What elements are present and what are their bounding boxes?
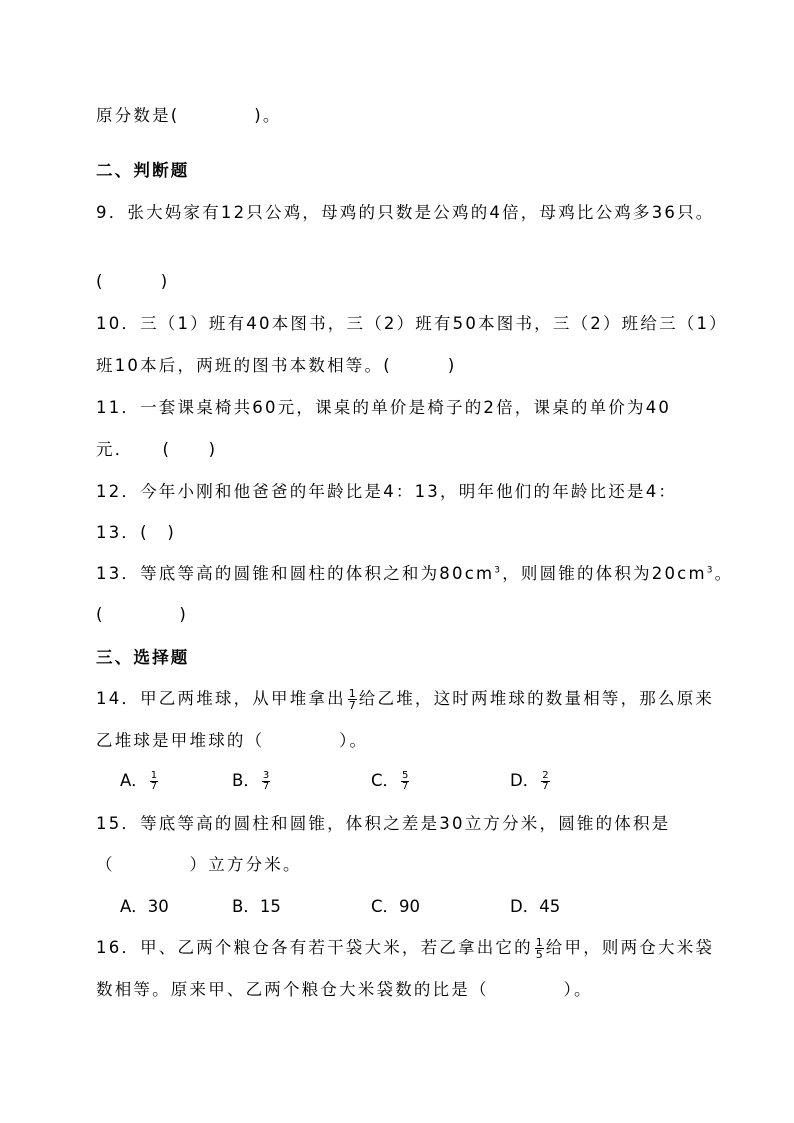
q15-option-d: D．45 bbox=[510, 897, 561, 916]
question-16-line-1 bbox=[96, 937, 736, 960]
q8-continuation: 原分数是( )。 bbox=[96, 106, 282, 125]
option-label: D． bbox=[510, 771, 540, 790]
question-10-line-1: 10．三（1）班有40本图书，三（2）班有50本图书，三（2）班给三（1） bbox=[96, 314, 728, 333]
fraction-denominator: 5 bbox=[535, 948, 543, 961]
question-12-line-2: 13．( ) bbox=[96, 523, 177, 542]
option-fraction bbox=[401, 771, 409, 792]
q13-text-c: 。 bbox=[714, 564, 734, 583]
question-16-line-2: 数相等。原来甲、乙两个粮仓大米袋数的比是（ ）。 bbox=[96, 980, 593, 999]
q13-exponent-1: 3 bbox=[494, 565, 503, 576]
fraction-denominator: 7 bbox=[402, 781, 409, 792]
question-12-line-1: 12．今年小刚和他爸爸的年龄比是4：13，明年他们的年龄比还是4： bbox=[96, 482, 678, 501]
q16-text-b: 给甲，则两仓大米袋 bbox=[545, 938, 715, 957]
section-heading-judgment: 二、判断题 bbox=[96, 161, 190, 180]
question-10-line-2: 班10本后，两班的图书本数相等。( ) bbox=[96, 356, 457, 375]
fraction-denominator: 7 bbox=[262, 781, 270, 792]
option-fraction bbox=[150, 771, 158, 792]
fraction-numerator: 1 bbox=[150, 770, 158, 781]
q13-text-b: ，则圆锥的体积为20cm bbox=[502, 564, 707, 583]
q14-fraction bbox=[348, 688, 357, 711]
fraction-numerator: 2 bbox=[542, 770, 549, 781]
question-15-line-1: 15．等底等高的圆柱和圆锥，体积之差是30立方分米，圆锥的体积是 bbox=[96, 814, 671, 833]
question-11-line-2: 元． ( ) bbox=[96, 440, 218, 459]
fraction-numerator: 1 bbox=[348, 687, 356, 700]
fraction-denominator: 7 bbox=[542, 781, 549, 792]
option-label: A． bbox=[120, 771, 148, 790]
question-14-line-1 bbox=[96, 688, 736, 711]
option-fraction bbox=[262, 771, 270, 792]
q14-text-b: 给乙堆，这时两堆球的数量相等，那么原来 bbox=[358, 689, 715, 708]
q13-text-a: 13．等底等高的圆锥和圆柱的体积之和为80cm bbox=[96, 564, 495, 583]
q16-fraction bbox=[535, 937, 544, 960]
q14-option-d bbox=[510, 770, 552, 792]
q14-option-c bbox=[371, 770, 411, 792]
question-9-line-1: 9．张大妈家有12只公鸡，母鸡的只数是公鸡的4倍，母鸡比公鸡多36只。 bbox=[96, 203, 715, 222]
fraction-denominator: 7 bbox=[348, 699, 356, 712]
q16-text-a: 16．甲、乙两个粮仓各有若干袋大米，若乙拿出它的 bbox=[96, 938, 533, 957]
option-fraction bbox=[541, 771, 549, 792]
q14-text-a: 14．甲乙两堆球，从甲堆拿出 bbox=[96, 689, 346, 708]
q15-option-b: B．15 bbox=[232, 897, 281, 916]
question-13-answer-blank: ( ) bbox=[96, 605, 189, 624]
q14-option-a bbox=[120, 770, 160, 792]
fraction-numerator: 3 bbox=[262, 770, 270, 781]
q15-option-c: C．90 bbox=[371, 897, 421, 916]
fraction-numerator: 5 bbox=[402, 770, 409, 781]
q14-option-b bbox=[232, 770, 272, 792]
section-heading-choice: 三、选择题 bbox=[96, 648, 190, 667]
option-label: B． bbox=[232, 771, 260, 790]
question-13-line-1 bbox=[96, 563, 736, 585]
question-15-line-2: （ ）立方分米。 bbox=[96, 855, 302, 874]
question-11-line-1: 11．一套课桌椅共60元，课桌的单价是椅子的2倍，课桌的单价为40 bbox=[96, 398, 672, 417]
question-14-line-2: 乙堆球是甲堆球的（ ）。 bbox=[96, 731, 369, 750]
option-label: C． bbox=[371, 771, 400, 790]
q13-exponent-2: 3 bbox=[706, 565, 715, 576]
question-9-answer-blank: ( ) bbox=[96, 272, 170, 291]
fraction-denominator: 7 bbox=[150, 781, 158, 792]
fraction-numerator: 1 bbox=[535, 936, 543, 949]
q15-option-a: A．30 bbox=[120, 897, 169, 916]
